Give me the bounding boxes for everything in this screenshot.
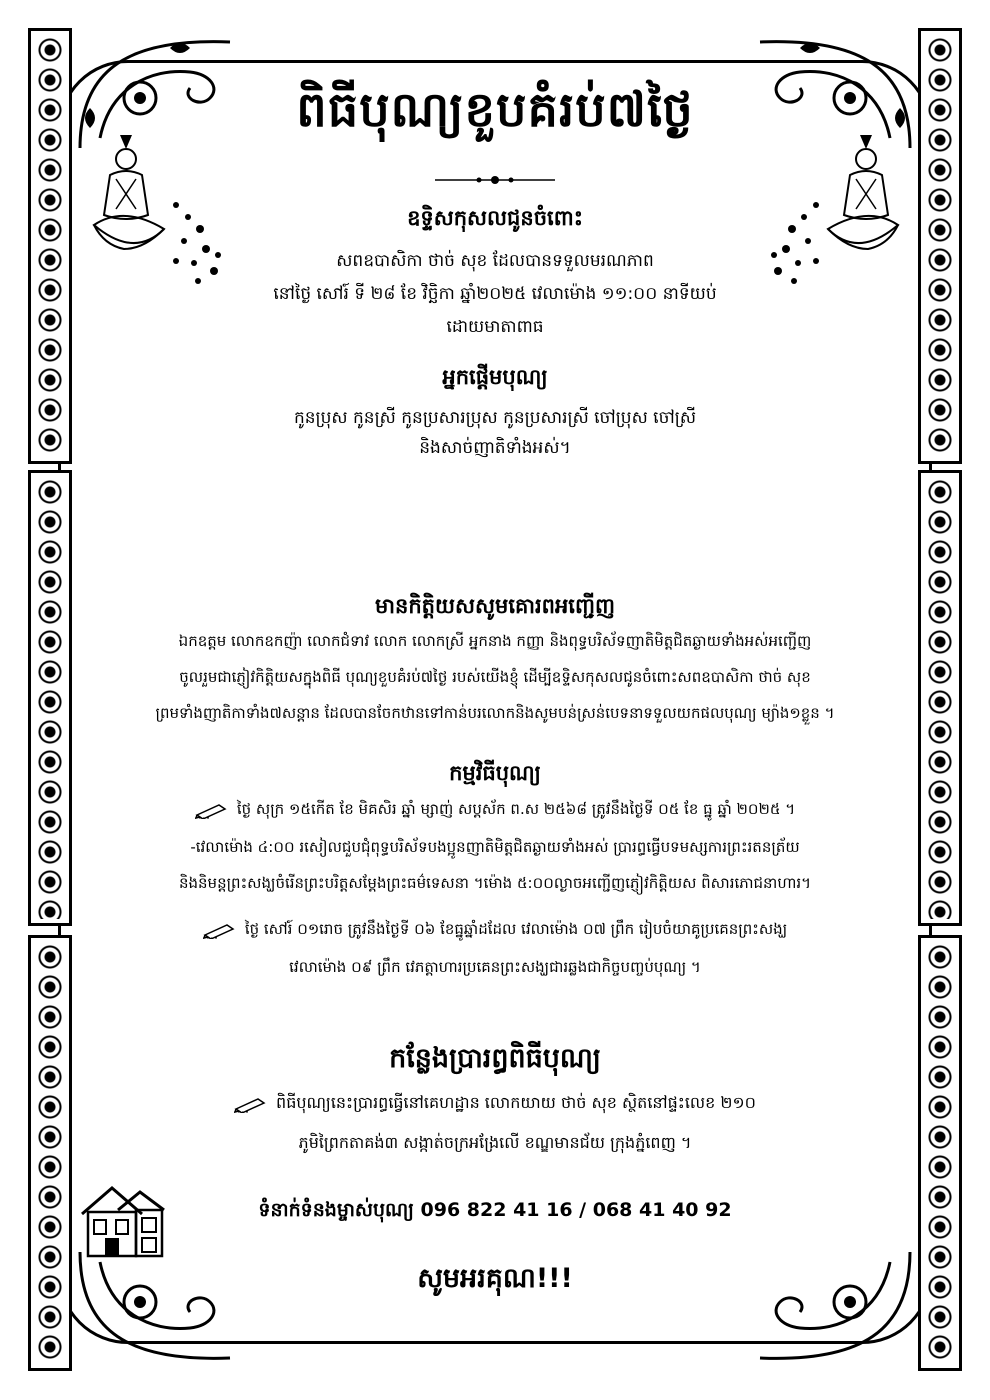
- dedication-line-2: នៅថ្ងៃ សៅរ៍ ទី ២៨ ខែ វិច្ឆិកា ឆ្នាំ២០២៥ វេលាម៉ោង ១១:០០ នាទីយប់: [273, 284, 717, 304]
- program-line-2: -វេលាម៉ោង ៤:០០ រសៀលជួបជុំពុទ្ធបរិស័ទបងប្អូនញាតិមិត្តជិតឆ្ងាយទាំងអស់ ប្រារព្ធធ្វើបទមស្សការព្រះរតនត្រ័យ: [190, 838, 800, 856]
- pen-icon: [234, 1095, 270, 1113]
- program-line-4-text: ថ្ងៃ សៅរ៍ ០១រោច ត្រូវនឹងថ្ងៃទី ០៦ ខែធ្នូឆ្នាំដដែល វេលាម៉ោង ០៧ ព្រឹក រៀបចំយាគូប្រគេនព្រះសង្ឃ: [244, 920, 788, 938]
- invitation-line-2: ចូលរួមជាភ្ញៀវកិត្តិយសក្នុងពិធី បុណ្យខួបគំរប់៧ថ្ងៃ របស់យើងខ្ញុំ ដើម្បីឧទ្ទិសកុសលជូនចំពោះសពឧបាសិកា ថាច់ សុខ: [179, 668, 811, 686]
- page-title: ពិធីបុណ្យខួបគំរប់៧ថ្ងៃ: [296, 82, 694, 138]
- hosts-line-2: និងសាច់ញាតិទាំងអស់។: [419, 438, 571, 458]
- program-line-3: និងនិមន្តព្រះសង្ឃចំរើនព្រះបរិត្តសម្ដែងព្រះធម៌ទេសនា ។ម៉ោង ៥:០០ល្ងាចអញ្ជើញភ្ញៀវកិត្តិយស ពិសារភោជនាហារ។: [178, 874, 812, 892]
- invitation-line-3: ព្រមទាំងញាតិកាទាំង៧សន្តាន ដែលបានចែកឋានទៅកាន់បរលោកនិងសូមបន់ស្រន់បេទនាទទួលយកផលបុណ្យ ម្យ៉ាង១ខ្លួន ។: [155, 704, 835, 722]
- dedication-line-3: ដោយមាតាពាធ: [446, 317, 544, 337]
- venue-heading: កន្លែងប្រារព្ធពិធីបុណ្យ: [389, 1043, 601, 1074]
- hosts-line-1: កូនប្រុស កូនស្រី កូនប្រសារប្រុស កូនប្រសារស្រី ចៅប្រុស ចៅស្រី: [293, 408, 697, 428]
- venue-line-1: [60, 1092, 930, 1116]
- program-line-5: វេលាម៉ោង ០៩ ព្រឹក វេភត្តាហារប្រគេនព្រះសង្ឃជារឆ្លងជាកិច្ចបញ្ចប់បុណ្យ ។: [289, 958, 701, 976]
- venue-line-2: ភូមិព្រៃកតាគង់៣ សង្កាត់ចក្រអង្រែលើ ខណ្ឌមានជ័យ ក្រុងភ្នំពេញ ។: [298, 1133, 692, 1152]
- program-line-1-text: ថ្ងៃ សុក្រ ១៥កើត ខែ មិគសិរ ឆ្នាំ ម្សាញ់ សប្តស័ក ព.ស ២៥៦៨ ត្រូវនឹងថ្ងៃទី ០៥ ខែ ធ្នូ ឆ្នាំ ២០២៥ ។: [236, 800, 796, 818]
- program-line-1: [60, 800, 930, 822]
- invitation-heading: មានកិត្តិយសសូមគោរពអញ្ជើញ: [375, 594, 615, 618]
- title-divider: [435, 172, 555, 188]
- venue-line-1-text: ពិធីបុណ្យនេះប្រារព្ធធ្វើនៅគេហដ្ឋាន លោកយាយ ថាច់ សុខ ស្ថិតនៅផ្ទះលេខ ២១០: [276, 1093, 756, 1112]
- pen-icon: [203, 921, 239, 939]
- hosts-heading: អ្នកផ្ដើមបុណ្យ: [442, 365, 548, 389]
- invitation-line-1: ឯកឧត្តម លោកឧកញ៉ា លោកជំទាវ លោក លោកស្រី អ្នកនាង កញ្ញា និងពុទ្ធបរិស័ទញាតិមិត្តជិតឆ្ងាយទាំងអស់អញ្ជើញ: [178, 632, 812, 650]
- dedication-line-1: សពឧបាសិកា ថាច់ សុខ ដែលបានទទួលមរណភាព: [336, 251, 654, 271]
- closing-thanks: សូមអរគុណ!!!: [417, 1263, 573, 1294]
- pen-icon: [195, 801, 231, 819]
- dedication-heading: ឧទ្ទិសកុសលជូនចំពោះ: [407, 206, 583, 230]
- contact-line: ទំនាក់ទំនងម្ចាស់បុណ្យ 096 822 41 16 / 068 41 40 92: [258, 1199, 732, 1221]
- program-line-4: [60, 920, 930, 942]
- program-heading: កម្មវិធីបុណ្យ: [449, 761, 541, 785]
